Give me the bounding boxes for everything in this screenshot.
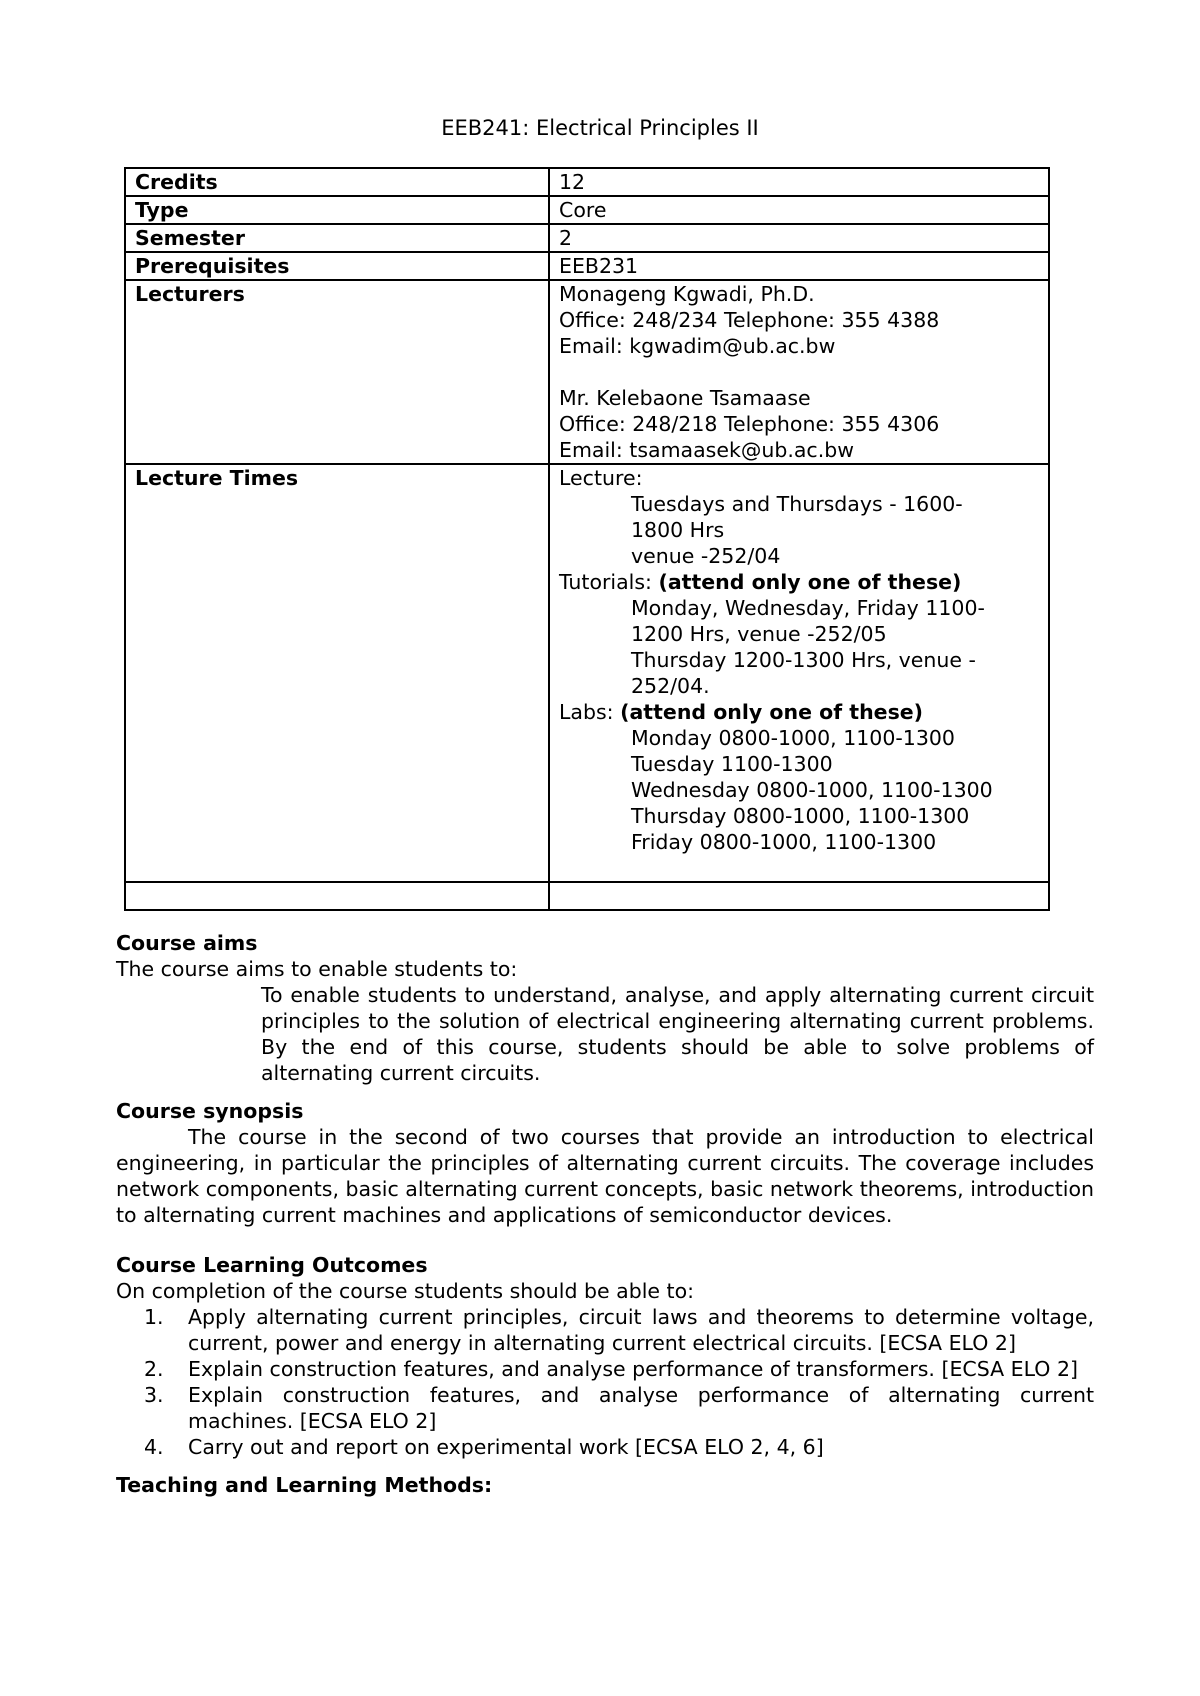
lecture-label: Lecture: — [559, 466, 643, 490]
list-item-text: Explain construction features, and analyse performance of alternating current machines. [ECSA ELO 2] — [188, 1383, 1094, 1433]
lab-line: Friday 0800-1000, 1100-1300 — [631, 830, 937, 854]
lecturers-value — [549, 280, 1049, 464]
course-aims-text: To enable students to understand, analyse, and apply alternating current circuit principles to the solution of electrical engineering alternating current problems. By the end of this course, students should be able to solve problems of alternating current circuits. — [261, 983, 1094, 1085]
prerequisites-value: EEB231 — [549, 252, 1049, 280]
lecture-times-spacer — [559, 855, 1039, 881]
type-value: Core — [549, 196, 1049, 224]
course-aims-section — [116, 930, 1094, 1086]
course-synopsis-text: The course in the second of two courses that provide an introduction to electrical engineering, in particular the principles of alternating current circuits. The coverage includes network components, basic alternating current concepts, basic network theorems, introduction to alternating current machines and applications of semiconductor devices. — [116, 1125, 1094, 1227]
labs-label: Labs: — [559, 700, 621, 724]
lecturer-1-name: Monageng Kgwadi, Ph.D. — [559, 282, 815, 306]
course-synopsis-heading: Course synopsis — [116, 1099, 304, 1123]
list-item-text: Carry out and report on experimental work [ECSA ELO 2, 4, 6] — [188, 1435, 824, 1459]
tutorials-note: (attend only one of these) — [658, 570, 962, 594]
course-info-table — [124, 167, 1050, 911]
list-item-text: Apply alternating current principles, circuit laws and theorems to determine voltage, current, power and energy in alternating current electrical circuits. [ECSA ELO 2] — [188, 1305, 1094, 1355]
lecture-line: Tuesdays and Thursdays - 1600- — [631, 492, 963, 516]
lecturers-row — [125, 280, 1049, 464]
course-aims-heading: Course aims — [116, 931, 258, 955]
list-item — [116, 1382, 1094, 1434]
type-label: Type — [125, 196, 549, 224]
learning-outcomes-list — [116, 1304, 1094, 1460]
learning-outcomes-section — [116, 1252, 1094, 1460]
list-item-text: Explain construction features, and analyse performance of transformers. [ECSA ELO 2] — [188, 1357, 1078, 1381]
list-item — [116, 1356, 1094, 1382]
prerequisites-row — [125, 252, 1049, 280]
list-item-number: 1. — [144, 1305, 164, 1329]
lab-line: Thursday 0800-1000, 1100-1300 — [631, 804, 970, 828]
tutorial-line: Monday, Wednesday, Friday 1100- — [631, 596, 985, 620]
type-row — [125, 196, 1049, 224]
tutorials-label: Tutorials: — [559, 570, 659, 594]
labs-note: (attend only one of these) — [620, 700, 924, 724]
lecture-line: 1800 Hrs — [631, 518, 725, 542]
tutorial-line: Thursday 1200-1300 Hrs, venue - — [631, 648, 976, 672]
list-item-number: 3. — [144, 1383, 164, 1407]
lecture-times-row — [125, 464, 1049, 882]
semester-label: Semester — [125, 224, 549, 252]
empty-cell — [125, 882, 549, 910]
tutorial-line: 252/04. — [631, 674, 710, 698]
teaching-methods-heading: Teaching and Learning Methods: — [116, 1473, 493, 1497]
lecturers-label: Lecturers — [125, 280, 549, 464]
credits-row — [125, 168, 1049, 196]
learning-outcomes-heading: Course Learning Outcomes — [116, 1253, 428, 1277]
lecturer-1-office: Office: 248/234 Telephone: 355 4388 — [559, 308, 940, 332]
empty-cell — [549, 882, 1049, 910]
lecturer-2-office: Office: 248/218 Telephone: 355 4306 — [559, 412, 940, 436]
prerequisites-label: Prerequisites — [125, 252, 549, 280]
lecture-times-value — [549, 464, 1049, 882]
empty-row — [125, 882, 1049, 910]
teaching-methods-section — [116, 1472, 1094, 1498]
lecturer-1-email: Email: kgwadim@ub.ac.bw — [559, 334, 836, 358]
lecture-line: venue -252/04 — [631, 544, 781, 568]
document-body — [116, 930, 1094, 1498]
credits-value: 12 — [549, 168, 1049, 196]
learning-outcomes-intro: On completion of the course students should be able to: — [116, 1279, 695, 1303]
credits-label: Credits — [125, 168, 549, 196]
lab-line: Tuesday 1100-1300 — [631, 752, 833, 776]
course-synopsis-section — [116, 1098, 1094, 1228]
list-item-number: 2. — [144, 1357, 164, 1381]
lecturer-2-email: Email: tsamaasek@ub.ac.bw — [559, 438, 854, 462]
document-title: EEB241: Electrical Principles II — [441, 116, 759, 140]
tutorials-heading — [559, 569, 1039, 595]
lecture-times-label: Lecture Times — [125, 464, 549, 882]
lecturer-spacer — [559, 359, 1039, 385]
semester-row — [125, 224, 1049, 252]
tutorial-line: 1200 Hrs, venue -252/05 — [631, 622, 887, 646]
labs-heading — [559, 699, 1039, 725]
course-aims-intro: The course aims to enable students to: — [116, 957, 518, 981]
lab-line: Wednesday 0800-1000, 1100-1300 — [631, 778, 993, 802]
semester-value: 2 — [549, 224, 1049, 252]
list-item-number: 4. — [144, 1435, 164, 1459]
list-item — [116, 1434, 1094, 1460]
list-item — [116, 1304, 1094, 1356]
lab-line: Monday 0800-1000, 1100-1300 — [631, 726, 955, 750]
lecturer-2-name: Mr. Kelebaone Tsamaase — [559, 386, 811, 410]
